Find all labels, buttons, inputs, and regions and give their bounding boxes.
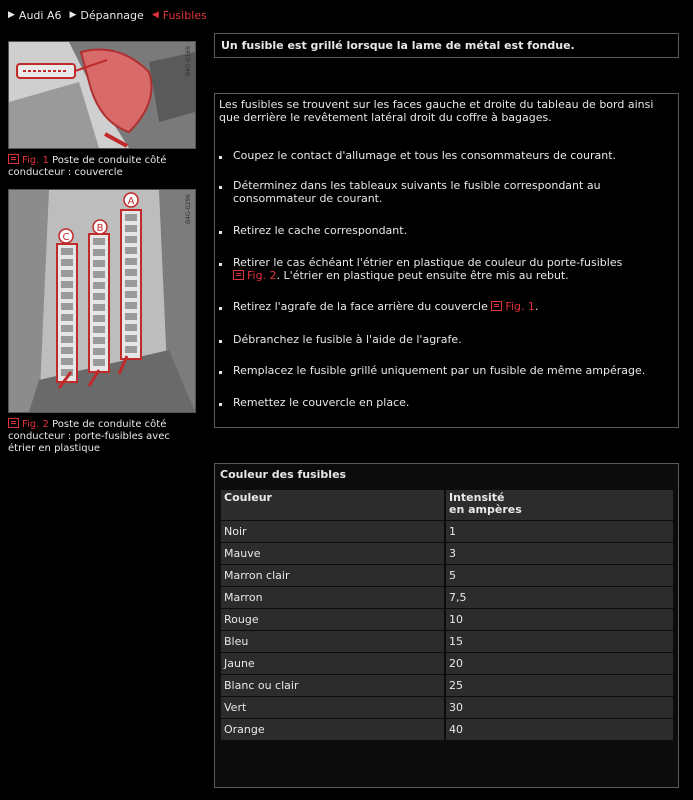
fuse-slot — [61, 358, 73, 365]
table-row — [221, 697, 673, 718]
fuse-slot — [93, 337, 105, 344]
cell-color: Mauve — [221, 543, 444, 564]
figure-1-caption: Fig. 1 Poste de conduite côté conducteur : couvercle — [8, 155, 167, 178]
bullet-icon — [219, 256, 233, 282]
table-title: Couleur des fusibles — [220, 468, 347, 481]
cell-amperage: 25 — [446, 675, 673, 696]
table-row — [221, 587, 673, 608]
label-b: B — [96, 223, 104, 234]
fuse-slot — [93, 315, 105, 322]
fuse-slot — [125, 225, 137, 232]
cell-color: Orange — [221, 719, 444, 740]
table-row — [221, 675, 673, 696]
step-8: Remettez le couvercle en place. — [219, 396, 667, 409]
step-5: Retirez l'agrafe de la face arrière du couvercle Fig. 1. — [219, 300, 667, 313]
cell-amperage: 5 — [446, 565, 673, 586]
fuse-slot — [93, 293, 105, 300]
fuse-slot — [61, 248, 73, 255]
fuse-slot — [61, 325, 73, 332]
cell-color: Noir — [221, 521, 444, 542]
figure-icon — [8, 418, 19, 428]
fuse-slot — [61, 281, 73, 288]
breadcrumb-fusibles[interactable]: ◀ Fusibles — [151, 8, 207, 22]
figure-2-link[interactable]: Fig. 2 — [247, 269, 277, 282]
cell-amperage: 10 — [446, 609, 673, 630]
fuse-color-table-box — [214, 463, 679, 788]
fuse-slot — [125, 247, 137, 254]
cell-color: Vert — [221, 697, 444, 718]
figure-2-caption: Fig. 2 Poste de conduite côté conducteur : porte-fusibles avec étrier en plastique — [8, 419, 170, 454]
bullet-icon — [219, 149, 233, 162]
step-1: Coupez le contact d'allumage et tous les consommateurs de courant. — [219, 149, 667, 162]
cell-amperage: 7,5 — [446, 587, 673, 608]
instructions-box — [214, 93, 679, 428]
fuse-slot — [61, 347, 73, 354]
figure-icon — [233, 270, 244, 280]
fuse-slot — [93, 238, 105, 245]
cell-color: Blanc ou clair — [221, 675, 444, 696]
bullet-icon — [219, 396, 233, 409]
fuse-slot — [125, 269, 137, 276]
bullet-icon — [219, 364, 233, 377]
cell-color: Marron — [221, 587, 444, 608]
fuse-slot — [125, 346, 137, 353]
cell-color: Jaune — [221, 653, 444, 674]
fuse-slot — [93, 260, 105, 267]
fuse-slot — [125, 280, 137, 287]
fuse-slot — [61, 336, 73, 343]
cell-amperage: 20 — [446, 653, 673, 674]
fuse-slot — [125, 291, 137, 298]
cell-color: Bleu — [221, 631, 444, 652]
back-arrow-icon: ◀ — [151, 10, 159, 20]
headline-text: Un fusible est grillé lorsque la lame de métal est fondue. — [221, 39, 575, 52]
bullet-icon — [219, 179, 233, 205]
table-row — [221, 719, 673, 740]
cell-amperage: 1 — [446, 521, 673, 542]
breadcrumb — [8, 8, 215, 22]
figure-1-image[interactable]: B4G-0169 — [8, 41, 196, 149]
cell-color: Marron clair — [221, 565, 444, 586]
label-c: C — [62, 232, 70, 243]
table-row — [221, 631, 673, 652]
table-header-row — [221, 490, 673, 520]
figure-1-link[interactable]: Fig. 1 — [22, 155, 49, 166]
fuse-slot — [93, 304, 105, 311]
step-3: Retirez le cache correspondant. — [219, 224, 667, 237]
step-7: Remplacez le fusible grillé uniquement par un fusible de même ampérage. — [219, 364, 667, 377]
dashboard-cover-illustration — [9, 42, 195, 148]
intro-text: Les fusibles se trouvent sur les faces gauche et droite du tableau de bord ainsi que derrière le revêtement latéral droit du coffre à bagages. — [219, 98, 654, 124]
fuse-slot — [125, 236, 137, 243]
fuse-slot — [61, 292, 73, 299]
figure-2-link[interactable]: Fig. 2 — [22, 419, 49, 430]
fuse-slot — [61, 270, 73, 277]
figure-2-image[interactable]: A B C B4G-0296 — [8, 189, 196, 413]
step-4: Retirer le cas échéant l'étrier en plastique de couleur du porte-fusibles Fig. 2. L'étrier en plastique peut ensuite être mis au rebut. — [219, 256, 667, 282]
figure-1-link[interactable]: Fig. 1 — [505, 300, 535, 313]
fuse-slot — [61, 303, 73, 310]
fuse-slot — [93, 282, 105, 289]
figure-icon — [491, 301, 502, 311]
table-row — [221, 521, 673, 542]
breadcrumb-audi-a6[interactable]: ▶ Audi A6 — [8, 8, 62, 22]
header-couleur: Couleur — [221, 490, 444, 520]
bullet-icon — [219, 333, 233, 346]
cell-amperage: 40 — [446, 719, 673, 740]
table-row — [221, 609, 673, 630]
figure-icon — [8, 154, 19, 164]
table-row — [221, 653, 673, 674]
bullet-icon — [219, 300, 233, 313]
fuse-slot — [93, 326, 105, 333]
header-intensite: Intensité en ampères — [446, 490, 673, 520]
cell-amperage: 15 — [446, 631, 673, 652]
fuse-slot — [93, 359, 105, 366]
cell-color: Rouge — [221, 609, 444, 630]
headline-box — [214, 33, 679, 58]
cell-amperage: 3 — [446, 543, 673, 564]
fuse-holder-illustration — [9, 190, 195, 412]
breadcrumb-depannage[interactable]: ▶ Dépannage — [69, 8, 144, 22]
fuse-slot — [125, 324, 137, 331]
label-a: A — [127, 196, 135, 207]
fuse-color-table — [221, 490, 673, 741]
fuse-slot — [125, 258, 137, 265]
bullet-icon — [219, 224, 233, 237]
play-arrow-icon: ▶ — [69, 10, 77, 20]
step-2: Déterminez dans les tableaux suivants le fusible correspondant au consommateur de courant. — [219, 179, 667, 205]
fuse-slot — [125, 313, 137, 320]
cell-amperage: 30 — [446, 697, 673, 718]
fuse-slot — [93, 271, 105, 278]
play-arrow-icon: ▶ — [8, 10, 15, 20]
fuse-slot — [61, 314, 73, 321]
fuse-slot — [61, 259, 73, 266]
step-6: Débranchez le fusible à l'aide de l'agrafe. — [219, 333, 667, 346]
fuse-slot — [125, 335, 137, 342]
fuse-slot — [125, 302, 137, 309]
fuse-slot — [93, 348, 105, 355]
table-row — [221, 543, 673, 564]
fuse-slot — [93, 249, 105, 256]
fuse-slot — [125, 214, 137, 221]
table-row — [221, 565, 673, 586]
